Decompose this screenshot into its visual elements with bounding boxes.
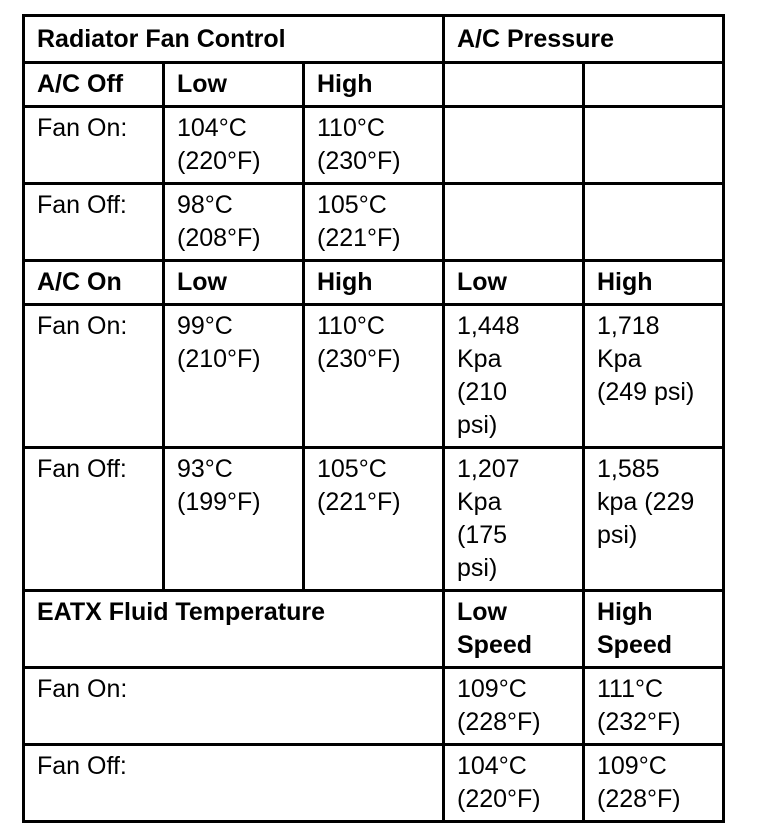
temp-c: 99°C <box>177 312 233 340</box>
fan-off-label: Fan Off: <box>24 184 164 261</box>
eatx-fan-on-high <box>584 668 724 745</box>
ac-off-pressure-low-cell <box>444 63 584 107</box>
pressure-line: (249 psi) <box>597 378 695 406</box>
fan-on-label: Fan On: <box>24 107 164 184</box>
ac-pressure-header: A/C Pressure <box>444 16 724 63</box>
ac-off-fan-on-low <box>164 107 304 184</box>
ac-off-fan-on-row <box>24 107 724 184</box>
temp-c: 93°C <box>177 455 233 483</box>
ac-off-pressure-high-cell <box>584 63 724 107</box>
pressure-line: psi) <box>457 411 498 439</box>
low-speed-label <box>444 591 584 668</box>
eatx-fan-on-row <box>24 668 724 745</box>
temp-f: (221°F) <box>317 488 401 516</box>
ac-on-fan-off-low <box>164 448 304 591</box>
ac-on-fan-on-row <box>24 305 724 448</box>
ac-on-fan-off-row <box>24 448 724 591</box>
eatx-fluid-temperature-label: EATX Fluid Temperature <box>24 591 444 668</box>
temp-c: 110°C <box>317 114 385 142</box>
temp-f: (232°F) <box>597 708 681 736</box>
temp-f: (220°F) <box>177 147 261 175</box>
pressure-line: psi) <box>457 554 498 582</box>
ac-on-row <box>24 261 724 305</box>
radiator-fan-control-header: Radiator Fan Control <box>24 16 444 63</box>
high-speed-label <box>584 591 724 668</box>
temp-f: (199°F) <box>177 488 261 516</box>
ac-on-fan-on-high <box>304 305 444 448</box>
ac-on-fan-on-low <box>164 305 304 448</box>
empty-cell <box>584 107 724 184</box>
pressure-line: 1,207 <box>457 455 520 483</box>
eatx-fan-on-low <box>444 668 584 745</box>
empty-cell <box>444 107 584 184</box>
pressure-fan-on-high <box>584 305 724 448</box>
ac-off-label: A/C Off <box>24 63 164 107</box>
temp-c: 104°C <box>177 114 247 142</box>
temp-f: (220°F) <box>457 785 541 813</box>
temp-f: (230°F) <box>317 345 401 373</box>
pressure-fan-off-high <box>584 448 724 591</box>
eatx-fan-off-row <box>24 745 724 822</box>
pressure-line: (210 <box>457 378 508 406</box>
pressure-high-label: High <box>584 261 724 305</box>
high-speed-line: Speed <box>597 631 673 659</box>
ac-off-row <box>24 63 724 107</box>
temp-f: (221°F) <box>317 224 401 252</box>
fan-off-label: Fan Off: <box>24 745 444 822</box>
temp-f: (208°F) <box>177 224 261 252</box>
header-row <box>24 16 724 63</box>
temp-c: 104°C <box>457 752 527 780</box>
empty-cell <box>584 184 724 261</box>
empty-cell <box>444 184 584 261</box>
eatx-header-row <box>24 591 724 668</box>
pressure-fan-off-low <box>444 448 584 591</box>
pressure-line: 1,718 <box>597 312 660 340</box>
fan-off-label: Fan Off: <box>24 448 164 591</box>
eatx-fan-off-low <box>444 745 584 822</box>
low-speed-line: Low <box>457 598 507 626</box>
pressure-fan-on-low <box>444 305 584 448</box>
high-speed-line: High <box>597 598 653 626</box>
temp-c: 105°C <box>317 455 387 483</box>
temp-c: 105°C <box>317 191 387 219</box>
pressure-line: 1,448 <box>457 312 520 340</box>
ac-off-fan-on-high <box>304 107 444 184</box>
ac-on-label: A/C On <box>24 261 164 305</box>
ac-off-fan-off-low <box>164 184 304 261</box>
pressure-line: Kpa <box>597 345 642 373</box>
ac-off-fan-off-row <box>24 184 724 261</box>
pressure-line: Kpa <box>457 488 502 516</box>
ac-off-fan-off-high <box>304 184 444 261</box>
fan-on-label: Fan On: <box>24 668 444 745</box>
ac-off-low-label: Low <box>164 63 304 107</box>
low-speed-line: Speed <box>457 631 533 659</box>
pressure-line: 1,585 <box>597 455 660 483</box>
temp-c: 98°C <box>177 191 233 219</box>
ac-on-low-label: Low <box>164 261 304 305</box>
fan-control-table <box>22 14 725 823</box>
pressure-line: psi) <box>597 521 638 549</box>
pressure-line: kpa (229 <box>597 488 695 516</box>
fan-on-label: Fan On: <box>24 305 164 448</box>
ac-off-high-label: High <box>304 63 444 107</box>
pressure-line: (175 <box>457 521 508 549</box>
temp-f: (228°F) <box>597 785 681 813</box>
ac-on-high-label: High <box>304 261 444 305</box>
ac-on-fan-off-high <box>304 448 444 591</box>
temp-c: 109°C <box>457 675 527 703</box>
pressure-line: Kpa <box>457 345 502 373</box>
temp-f: (210°F) <box>177 345 261 373</box>
eatx-fan-off-high <box>584 745 724 822</box>
temp-c: 109°C <box>597 752 667 780</box>
temp-f: (228°F) <box>457 708 541 736</box>
temp-c: 111°C <box>597 675 664 703</box>
temp-c: 110°C <box>317 312 385 340</box>
temp-f: (230°F) <box>317 147 401 175</box>
pressure-low-label: Low <box>444 261 584 305</box>
